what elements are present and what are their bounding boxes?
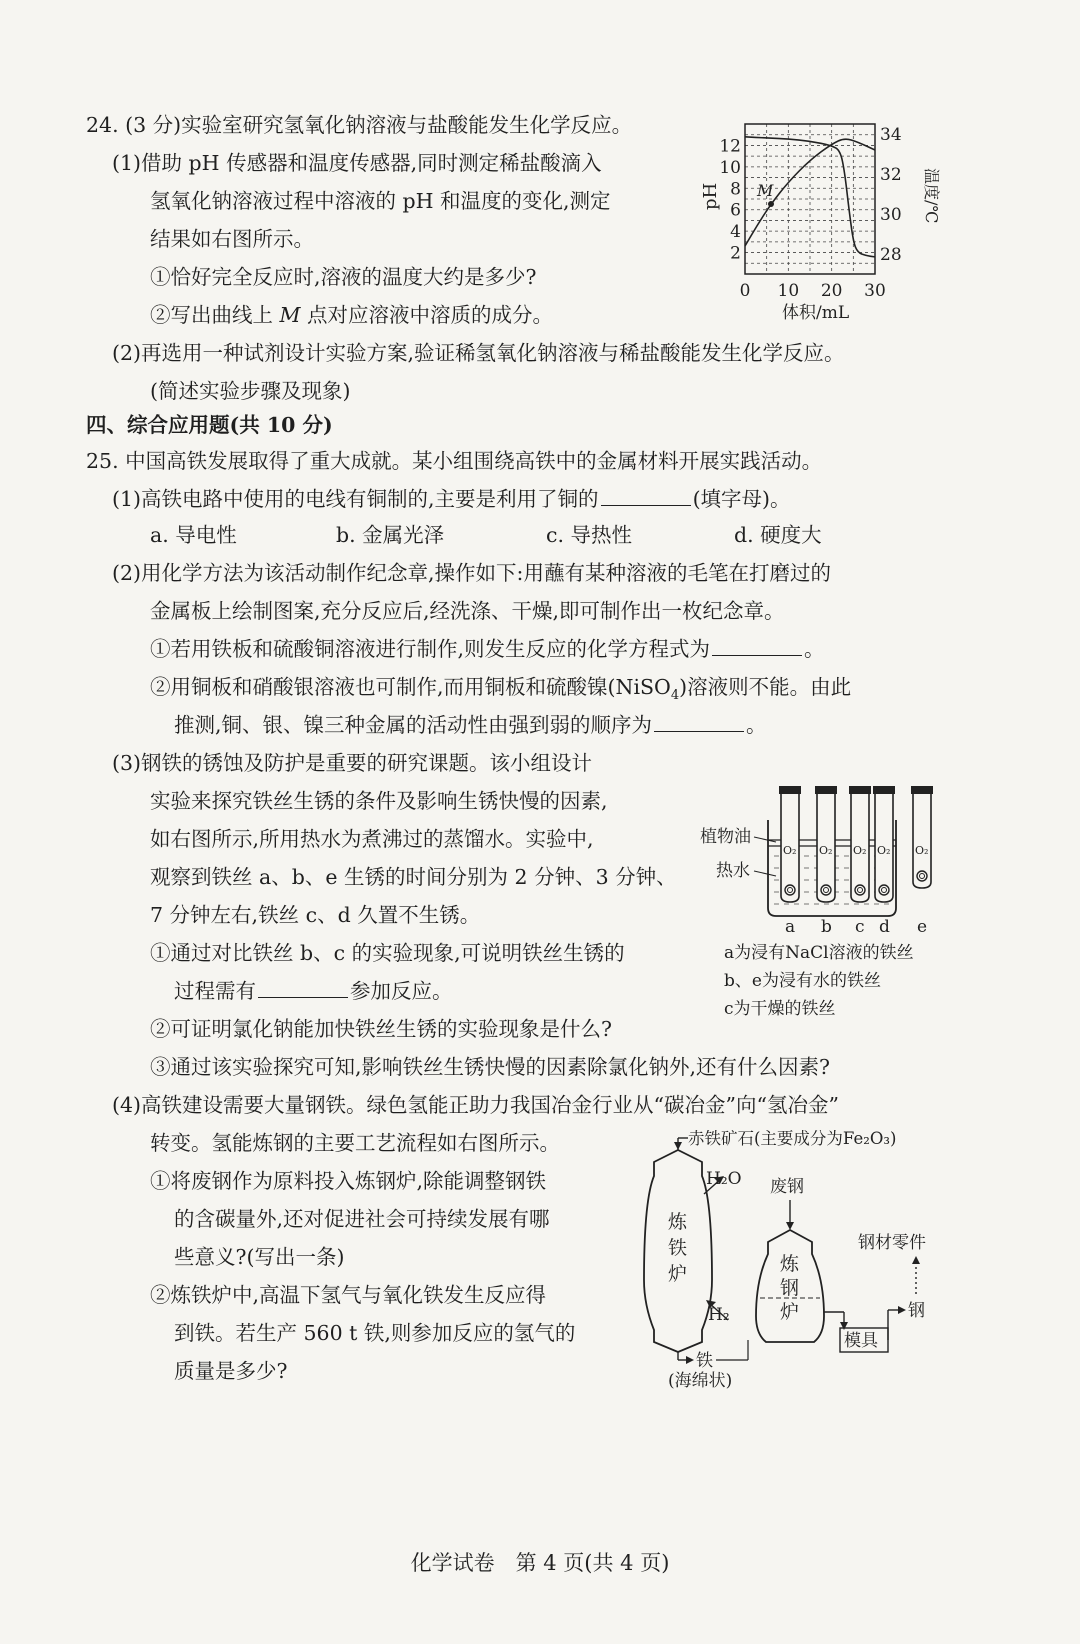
- q25-p2-q2-text-b: )溶液则不能。由此: [679, 675, 852, 699]
- x-tick-label: 0: [739, 281, 751, 301]
- ph-temperature-chart: [700, 110, 940, 329]
- q25-p4-q1-line2: 的含碳量外,还对促进社会可持续发展有哪: [174, 1207, 550, 1231]
- section-4-heading: 四、综合应用题(共 10 分): [86, 413, 333, 437]
- tube-label-e: e: [917, 917, 928, 937]
- rust-caption-1: a为浸有NaCl溶液的铁丝: [724, 943, 914, 963]
- q24-p1-line2: 氢氧化钠溶液过程中溶液的 pH 和温度的变化,测定: [150, 189, 611, 213]
- label-vegetable-oil: 植物油: [700, 827, 751, 847]
- q25-p2-q1-answer-blank[interactable]: [712, 637, 802, 656]
- parts-arrow-head: [912, 1256, 920, 1264]
- q25-p3-question-1: ①通过对比铁丝 b、c 的实验现象,可说明铁丝生锈的: [150, 941, 625, 965]
- label-ore: 赤铁矿石(主要成分为Fe₂O₃): [688, 1130, 897, 1148]
- mold-arrow-head: [840, 1322, 848, 1330]
- label-mold: 模具: [844, 1331, 878, 1351]
- q25-p4-q1-line1: ①将废钢作为原料投入炼钢炉,除能调整钢铁: [150, 1169, 547, 1193]
- o2-label-d: O₂: [877, 844, 891, 857]
- label-hot-water: 热水: [716, 861, 750, 881]
- q25-p3-q1-text-c: 参加反应。: [350, 979, 453, 1003]
- q25-option-c: c. 导热性: [546, 523, 633, 547]
- q24-p1-line1: (1)借助 pH 传感器和温度传感器,同时测定稀盐酸滴入: [112, 151, 602, 175]
- tube-label-b: b: [821, 917, 832, 937]
- steel-furnace-char-1: 炼: [780, 1253, 800, 1275]
- x-tick-label: 20: [820, 281, 843, 301]
- point-m-label: M: [757, 181, 774, 200]
- y-tick-label: 2: [730, 243, 741, 264]
- q25-p2-line2: 金属板上绘制图案,充分反应后,经洗涤、干燥,即可制作出一枚纪念章。: [150, 599, 785, 623]
- q24-q2-text-a: ②写出曲线上: [150, 303, 280, 327]
- q25-p1-suffix: (填字母)。: [692, 487, 791, 511]
- q25-p2-q2-end: 。: [746, 713, 767, 737]
- q25-p3-question-1-line2: [174, 976, 453, 1006]
- q25-p4-line2: 转变。氢能炼钢的主要工艺流程如右图所示。: [150, 1131, 560, 1155]
- q25-option-b: b. 金属光泽: [336, 523, 445, 547]
- q25-p2-line1: (2)用化学方法为该活动制作纪念章,操作如下:用蘸有某种溶液的毛笔在打磨过的: [112, 561, 831, 585]
- q25-p3-question-2: ②可证明氯化钠能加快铁丝生锈的实验现象是什么?: [150, 1017, 612, 1041]
- iron-arrow-head: [686, 1356, 694, 1364]
- iron-furnace-char-2: 铁: [668, 1237, 688, 1259]
- ore-arrow-head: [674, 1142, 682, 1150]
- q25-p3-line5: 7 分钟左右,铁丝 c、d 久置不生锈。: [150, 903, 481, 927]
- tube-label-d: d: [879, 917, 890, 937]
- q25-p4-q2-line2: 到铁。若生产 560 t 铁,则参加反应的氢气的: [174, 1321, 576, 1345]
- label-sponge: (海绵状): [668, 1371, 733, 1390]
- y-axis-label: pH: [700, 182, 721, 210]
- label-steel-parts: 钢材零件: [858, 1233, 926, 1253]
- q25-p4-line1: (4)高铁建设需要大量钢铁。绿色氢能正助力我国冶金行业从“碳冶金”向“氢冶金”: [112, 1093, 839, 1117]
- q24-p2-line1: (2)再选用一种试剂设计实验方案,验证稀氢氧化钠溶液与稀盐酸能发生化学反应。: [112, 341, 845, 365]
- q25-p3-q1-answer-blank[interactable]: [258, 979, 348, 998]
- q24-p1-line3: 结果如右图所示。: [150, 227, 314, 251]
- q25-p2-q1-text: ①若用铁板和硫酸铜溶液进行制作,则发生反应的化学方程式为: [150, 637, 711, 661]
- q25-p2-question-1: [150, 634, 825, 664]
- q25-p4-q2-line1: ②炼铁炉中,高温下氢气与氧化铁发生反应得: [150, 1283, 547, 1307]
- scrap-arrow-head: [786, 1222, 794, 1230]
- o2-label-b: O₂: [819, 844, 833, 857]
- iron-furnace-char-3: 炉: [668, 1263, 688, 1285]
- q25-p2-q2-text-a: ②用铜板和硝酸银溶液也可制作,而用铜板和硫酸镍(NiSO: [150, 675, 671, 699]
- q25-p4-q1-line3: 些意义?(写出一条): [174, 1245, 345, 1269]
- page-footer: 化学试卷 第 4 页(共 4 页): [410, 1551, 670, 1575]
- tube-label-a: a: [785, 917, 796, 937]
- q25-option-a: a. 导电性: [150, 523, 237, 547]
- y2-tick-label: 30: [880, 205, 902, 225]
- stopper-a: [779, 786, 801, 794]
- q24-question-2: [150, 300, 553, 330]
- y-tick-label: 8: [730, 179, 741, 200]
- q25-p3-q1-text-b: 过程需有: [174, 979, 256, 1003]
- q25-p1-answer-blank[interactable]: [601, 487, 691, 506]
- tube-label-c: c: [855, 917, 865, 937]
- q25-p1: [112, 484, 791, 514]
- q25-p3-line3: 如右图所示,所用热水为煮沸过的蒸馏水。实验中,: [150, 827, 594, 851]
- stopper-e: [911, 786, 933, 794]
- q25-p2-q2-answer-blank[interactable]: [654, 713, 744, 732]
- stopper-d: [873, 786, 895, 794]
- x-axis-label: 体积/mL: [782, 303, 850, 323]
- y2-tick-label: 32: [880, 165, 902, 185]
- q25-p3-line2: 实验来探究铁丝生锈的条件及影响生锈快慢的因素,: [150, 789, 608, 813]
- y2-tick-label: 28: [880, 245, 902, 265]
- label-steel: 钢: [908, 1301, 925, 1321]
- label-iron: 铁: [696, 1351, 713, 1371]
- q24-q2-text-b: 点对应溶液中溶质的成分。: [300, 303, 554, 327]
- water-pointer: [754, 871, 776, 876]
- stopper-b: [815, 786, 837, 794]
- y-tick-label: 6: [730, 200, 741, 221]
- q25-p1-text: (1)高铁电路中使用的电线有铜制的,主要是利用了铜的: [112, 487, 599, 511]
- y-tick-label: 12: [719, 136, 741, 157]
- steel-furnace-char-2: 钢: [780, 1277, 800, 1299]
- x-tick-label: 30: [864, 281, 886, 301]
- q24-title: 24. (3 分)实验室研究氢氧化钠溶液与盐酸能发生化学反应。: [86, 113, 633, 137]
- q25-p2-q2-line2-text: 推测,铜、银、镍三种金属的活动性由强到弱的顺序为: [174, 713, 653, 737]
- q25-p2-question-2: [150, 672, 851, 711]
- q25-p4-q2-line3: 质量是多少?: [174, 1359, 288, 1383]
- q25-p3-question-3: ③通过该实验探究可知,影响铁丝生锈快慢的因素除氯化钠外,还有什么因素?: [150, 1055, 831, 1079]
- y-tick-label: 10: [719, 157, 741, 178]
- point-m-marker: [768, 201, 774, 207]
- test-tubes: [779, 786, 933, 937]
- rust-experiment-figure: [700, 780, 960, 944]
- steel-arrow-head: [898, 1306, 906, 1314]
- y2-axis-label: 温度/℃: [922, 168, 940, 224]
- y-tick-label: 4: [730, 222, 741, 243]
- q25-option-d: d. 硬度大: [734, 523, 822, 547]
- steelmaking-flow-figure: [618, 1130, 948, 1394]
- q25-title: 25. 中国高铁发展取得了重大成就。某小组围绕高铁中的金属材料开展实践活动。: [86, 449, 823, 473]
- chart-svg: [700, 110, 940, 325]
- q24-p2-line2: (简述实验步骤及现象): [150, 379, 351, 403]
- steel-furnace-char-3: 炉: [780, 1301, 800, 1323]
- q25-p2-q1-end: 。: [804, 637, 825, 661]
- label-scrap-steel: 废钢: [770, 1177, 804, 1197]
- flow-svg: [618, 1130, 948, 1390]
- label-h2: H₂: [708, 1305, 730, 1325]
- y2-tick-label: 34: [880, 125, 902, 145]
- o2-label-c: O₂: [853, 844, 867, 857]
- q24-q2-point-m: M: [279, 303, 301, 327]
- rust-svg: [700, 780, 960, 940]
- rust-caption-3: c为干燥的铁丝: [724, 999, 836, 1019]
- q25-p2-q2-subscript: 4: [670, 688, 680, 704]
- q24-question-1: ①恰好完全反应时,溶液的温度大约是多少?: [150, 265, 537, 289]
- rust-caption-2: b、e为浸有水的铁丝: [724, 971, 881, 991]
- iron-furnace-char-1: 炼: [668, 1211, 688, 1233]
- o2-label-a: O₂: [783, 844, 797, 857]
- o2-label-e: O₂: [915, 844, 929, 857]
- stopper-c: [849, 786, 871, 794]
- q25-p2-question-2-line2: [174, 710, 767, 740]
- q25-p3-line1: (3)钢铁的锈蚀及防护是重要的研究课题。该小组设计: [112, 751, 593, 775]
- q25-p3-line4: 观察到铁丝 a、b、e 生锈的时间分别为 2 分钟、3 分钟、: [150, 865, 677, 889]
- x-tick-label: 10: [777, 281, 800, 301]
- label-h2o: H₂O: [706, 1169, 742, 1189]
